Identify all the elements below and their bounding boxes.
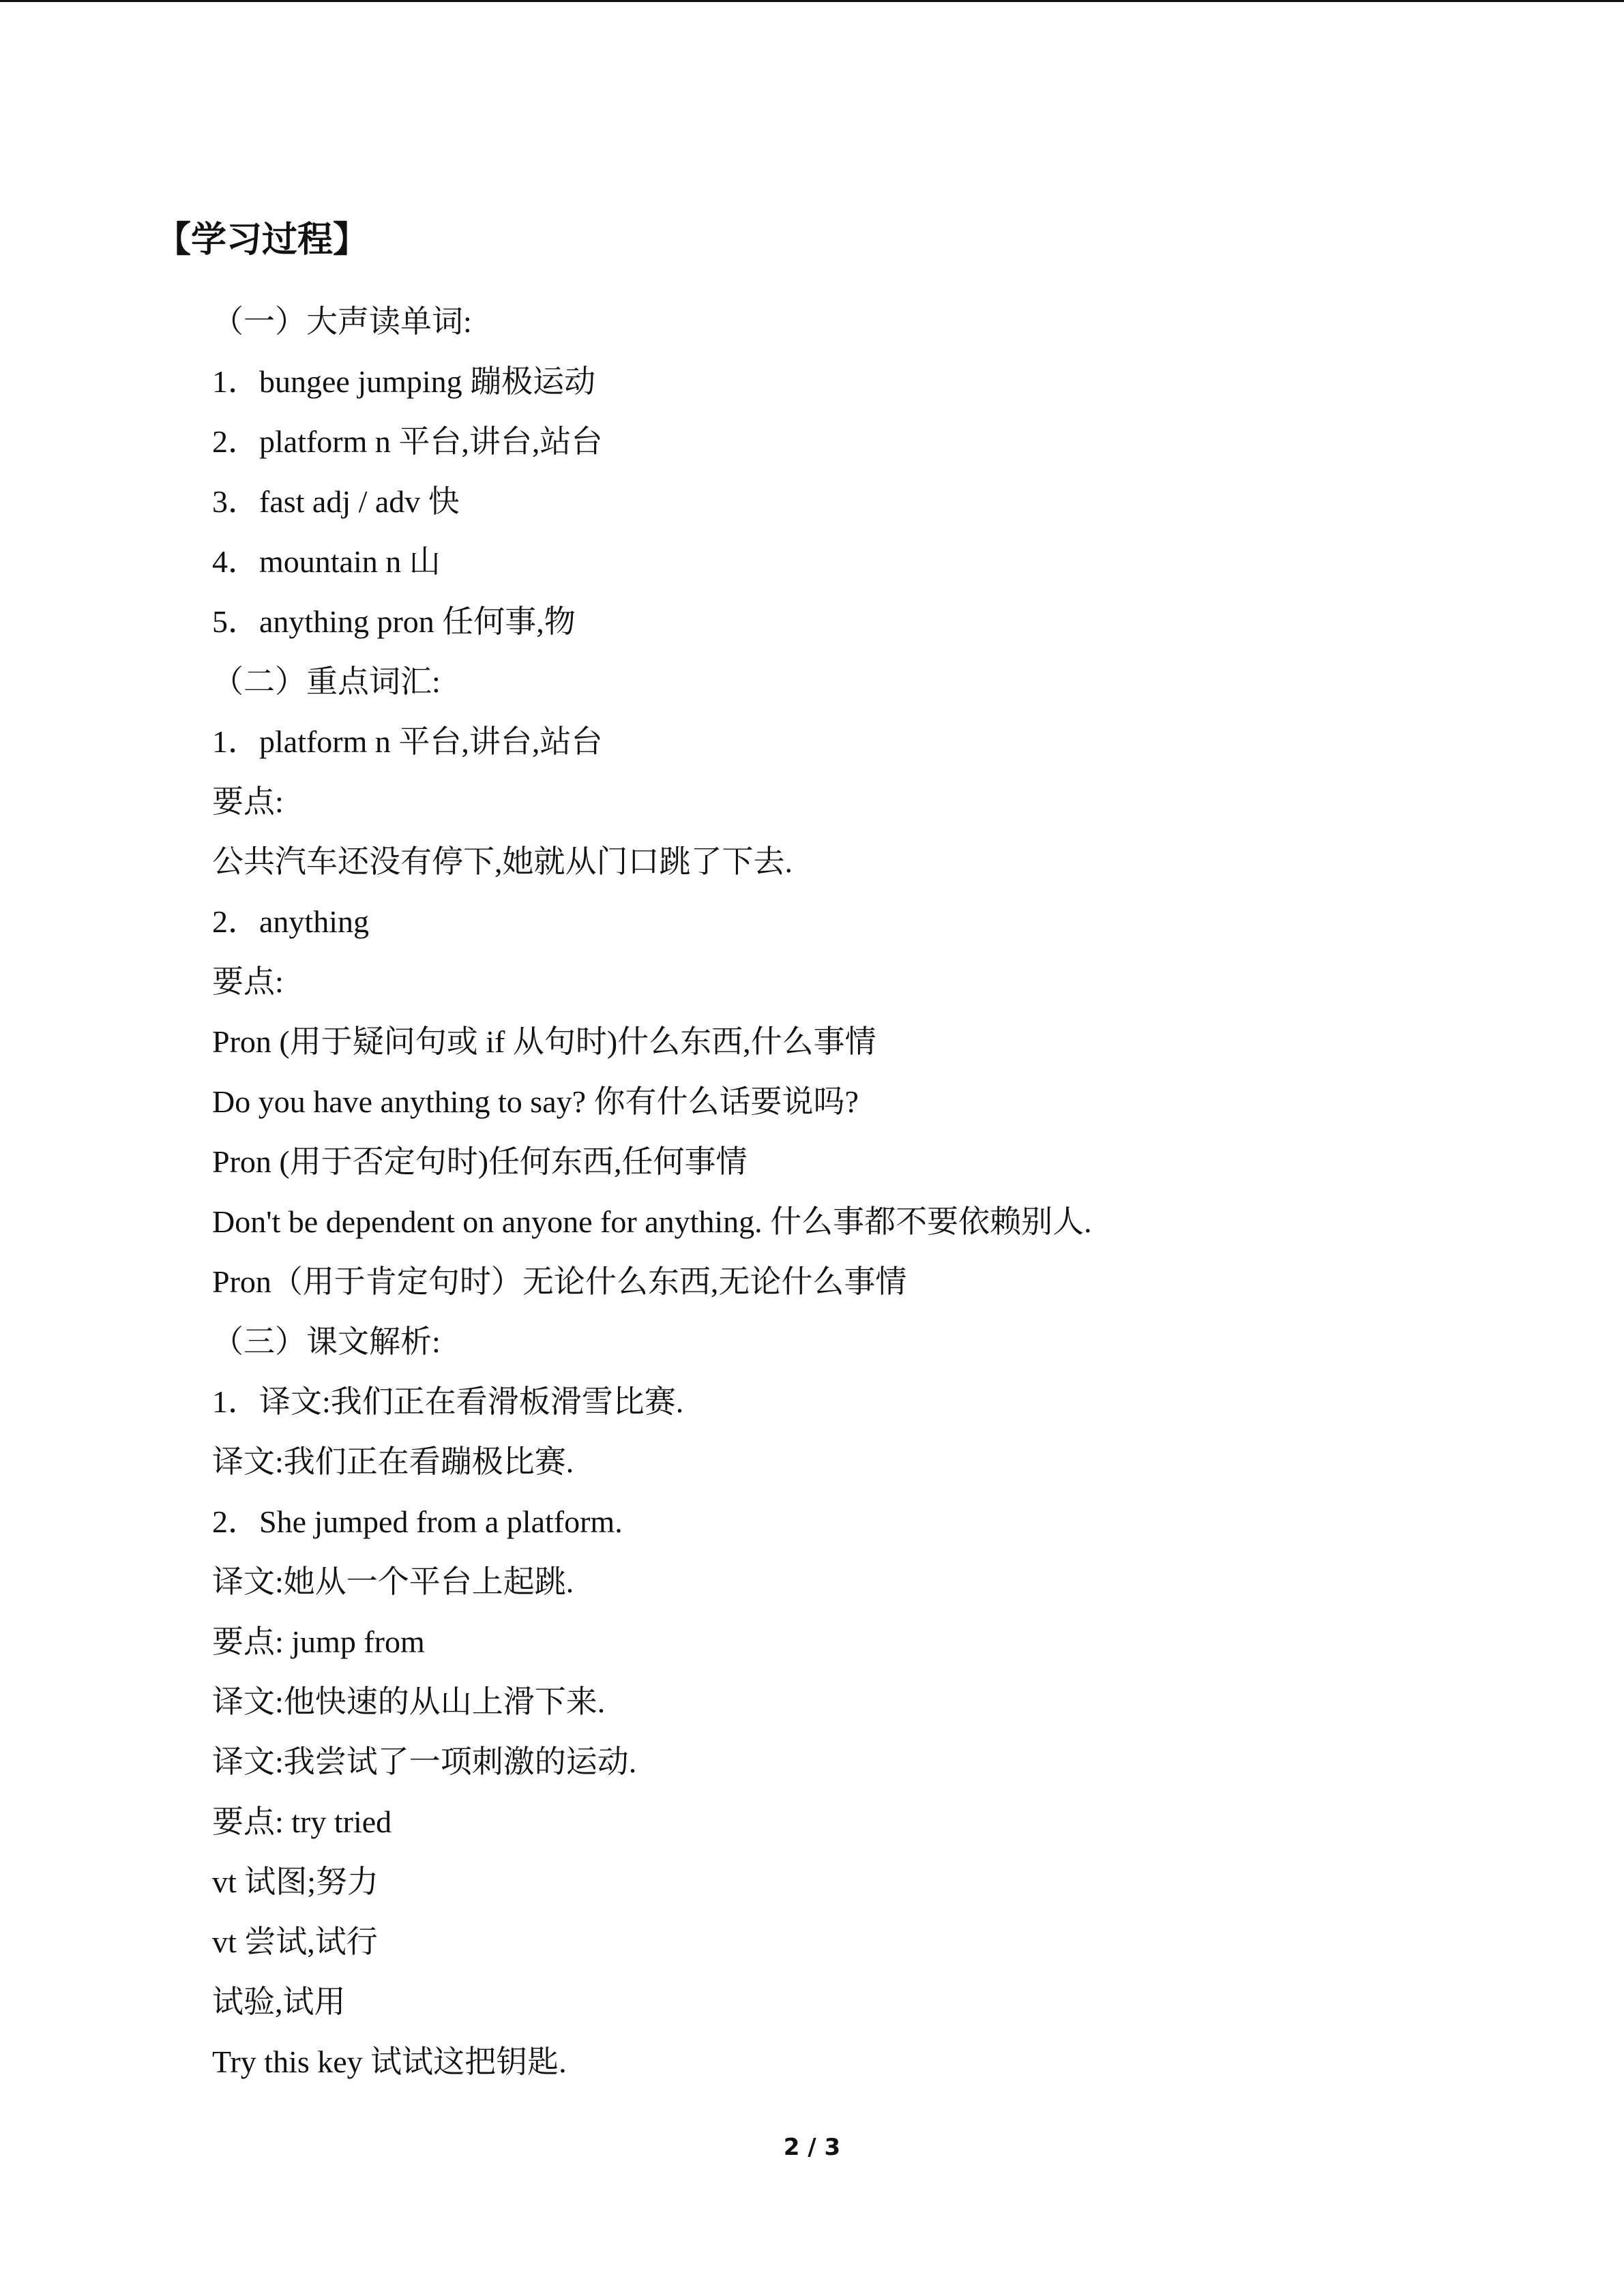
document-body [212,292,1508,2092]
section-title: （一）大声读单词: [212,304,472,339]
text-line: 要点: [212,964,284,999]
text-line: Pron（用于肯定句时）无论什么东西,无论什么事情 [212,1264,907,1299]
section-title: （二）重点词汇: [212,664,441,699]
text-line: 译文:我尝试了一项刺激的运动. [212,1744,637,1779]
text-line: Pron (用于疑问句或 if 从句时)什么东西,什么事情 [212,1024,876,1059]
text-line: 1．bungee jumping 蹦极运动 [212,364,596,399]
text-line: Try this key 试试这把钥匙. [212,2044,567,2079]
text-line: 2．platform n 平台,讲台,站台 [212,424,603,459]
text-line: 要点: try tried [212,1804,392,1839]
page-number: 2 / 3 [783,2134,841,2161]
text-line: 4．mountain n 山 [212,544,441,579]
top-border [0,0,1624,2]
text-line: vt 试图;努力 [212,1864,379,1899]
text-line: 要点: jump from [212,1624,425,1659]
section-title: （三）课文解析: [212,1324,441,1359]
text-line: 2．anything [212,904,369,939]
text-line: 试验,试用 [212,1984,346,2019]
text-line: 要点: [212,784,284,819]
text-line: vt 尝试,试行 [212,1924,378,1959]
text-line: Don't be dependent on anyone for anything. 什么事都不要依赖别人. [212,1204,1092,1239]
text-line: Pron (用于否定句时)任何东西,任何事情 [212,1144,748,1179]
text-line: 译文:他快速的从山上滑下来. [212,1684,606,1719]
text-line: 2．She jumped from a platform. [212,1504,623,1539]
text-line: 公共汽车还没有停下,她就从门口跳了下去. [212,844,793,879]
text-line: 3．fast adj / adv 快 [212,484,460,519]
text-line: 1．译文:我们正在看滑板滑雪比赛. [212,1384,684,1419]
text-line: Do you have anything to say? 你有什么话要说吗? [212,1084,859,1119]
text-line: 1．platform n 平台,讲台,站台 [212,724,603,759]
text-line: 译文:她从一个平台上起跳. [212,1564,574,1599]
section-heading: 【学习过程】 [156,220,369,260]
text-line: 译文:我们正在看蹦极比赛. [212,1444,574,1479]
text-line: 5．anything pron 任何事,物 [212,604,576,639]
